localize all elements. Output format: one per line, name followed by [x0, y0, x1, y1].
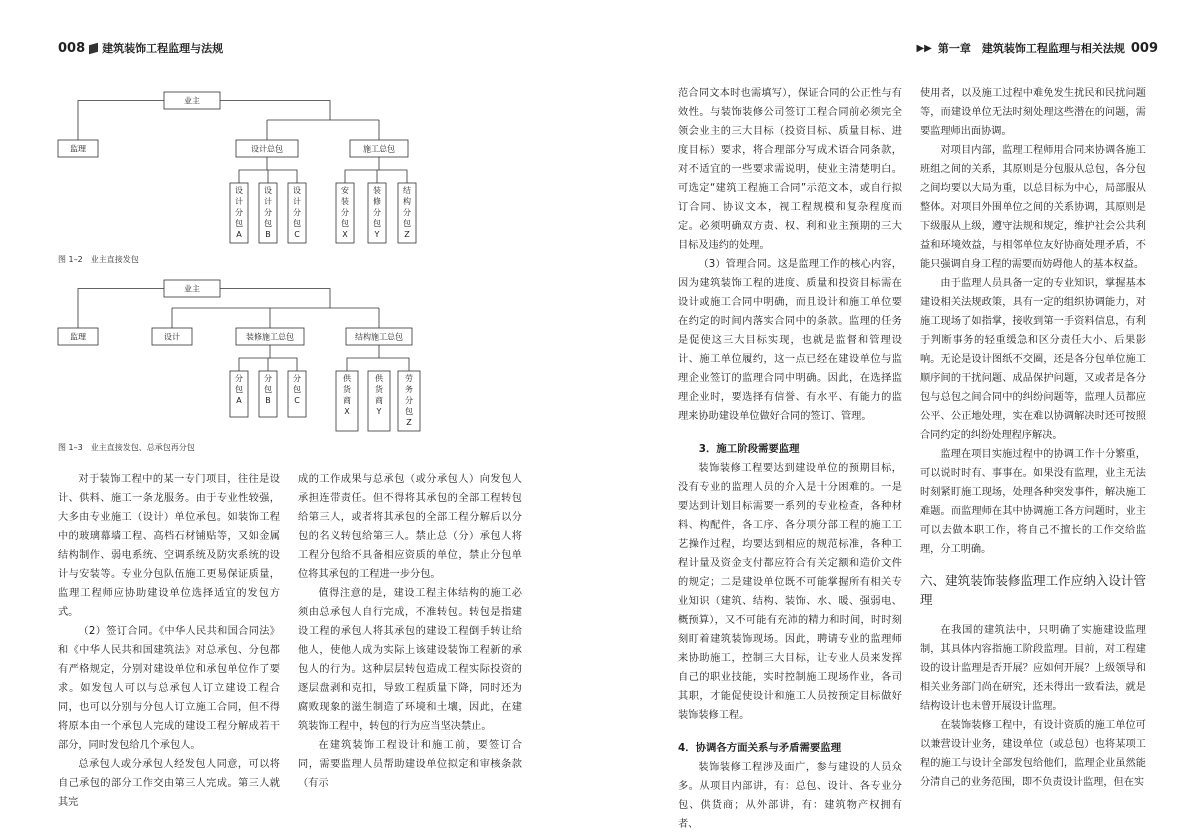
cube-icon: [89, 42, 98, 53]
sub-box-char: 设: [293, 186, 301, 195]
sub-box-char: 供: [343, 374, 351, 383]
sub-box-char: B: [265, 230, 271, 239]
paragraph: 使用者，以及施工过程中难免发生扰民和民扰问题等，而建设单位无法时刻处理这些潜在的问题，需要监理师出面协调。: [920, 88, 1146, 137]
sub-box-char: X: [342, 230, 348, 239]
sub-box-char: Z: [404, 230, 410, 239]
section-heading-3: 3．施工阶段需要监理: [698, 443, 800, 455]
paragraph: （3）管理合同。这是监理工作的核心内容，因为建筑装饰工程的进度、质量和投资目标需在设计或施工合同中明确，而且设计和施工单位要在约定的时间内落实合同中的条款。监理的任务是促使这三大目标实现，也就是监督和管理设计、施工单位履约，这一点已经在建设单位与监理企业签订的监理合同中明确。因此，在选择监理企业时，要选择有信誉、有水平、有能力的监理来协助建设单位做好合同的签订、管理。: [678, 259, 902, 422]
paragraph: 监理在项目实施过程中的协调工作十分繁重，可以说时时有、事事在。如果没有监理，业主无法时刻紧盯施工现场，处理各种突发事件，解决施工难题。而监理师在其中协调施工各方问题时，业主可以去做本职工作，将自己不擅长的工作交给监理，分工明确。: [920, 449, 1146, 555]
sub-box-char: 包: [405, 407, 413, 416]
paragraph: 在我国的建筑法中，只明确了实施建设监理制，其具体内容指施工阶段监理。目前，对工程建设的设计监理是否开展？应如何开展？上级领导和相关业务部门尚在研究，还未得出一致看法，就是结构设计也未曾开展设计监理。: [920, 625, 1146, 712]
right-column-2: [920, 84, 1146, 792]
sub-box-char: 计: [293, 197, 301, 206]
left-header: [58, 40, 223, 56]
section-heading-6: 六、建筑装饰装修监理工作应纳入设计管理: [920, 573, 1146, 607]
left-column-1: [58, 470, 280, 812]
paragraph: 在建筑装饰工程设计和施工前，要签订合同，需要监理人员帮助建设单位拟定和审核条款（有示: [298, 740, 522, 789]
sub-box-char: 货: [375, 385, 383, 394]
fig3-box-label: 监理: [70, 332, 86, 342]
sub-box-char: 包: [293, 219, 301, 228]
fig3-owner-label: 业主: [184, 284, 200, 294]
left-page-number: 008: [58, 40, 86, 56]
sub-box-char: Z: [406, 418, 412, 427]
sub-box-char: 包: [235, 219, 243, 228]
sub-box-char: C: [294, 396, 300, 405]
paragraph: 对项目内部，监理工程师用合同来协调各施工班组之间的关系，其原则是分包服从总包，各分包之间均要以大局为重，以总目标为中心，局部服从整体。对项目外围单位之间的关系协调，其原则是下级服从上级，遵守法规和规定，维护社会公共利益和环境效益，与相邻单位友好协商处理矛盾，不能只强调自身工程的需要而妨碍他人的基本权益。: [920, 145, 1146, 270]
right-column-1: [678, 84, 902, 834]
figure-1-2-caption: 图 1–2 业主直接发包: [58, 255, 139, 264]
sub-box-char: 包: [264, 219, 272, 228]
sub-box-char: 分: [235, 374, 243, 383]
sub-box-char: 包: [403, 219, 411, 228]
sub-box-char: 货: [343, 385, 351, 394]
fig3-box-label: 设计: [164, 332, 180, 342]
sub-box-char: 计: [235, 197, 243, 206]
sub-box-char: 务: [405, 385, 413, 394]
paragraph: 值得注意的是，建设工程主体结构的施工必须由总承包人自行完成，不准转包。转包是指建设工程的承包人将其承包的建设工程倒手转让给他人，使他人成为实际上该建设装饰工程新的承包人的行为。这种层层转包造成工程实际投资的逐层盘剥和克扣，导致工程质量下降，同时还为腐败现象的滋生制造了环境和土壤，因此，在建筑装饰工程中，转包的行为应当坚决禁止。: [298, 588, 522, 732]
paragraph: 装饰装修工程要达到建设单位的预期目标，没有专业的监理人员的介入是十分困难的。一是要达到计划目标需要一系列的专业检查，各种材料、构配件，各工序、各分项分部工程的施工工艺操作过程，均要达到相应的规范标准，各种工程计量及资金支付都应符合有关定额和造价文件的规定；二是建设单位既不可能掌握所有相关专业知识（建筑、结构、装饰、水、暖、强弱电、概预算），又不可能有充沛的精力和时间，时时刻刻盯着建筑装饰现场。因此，聘请专业的监理师来协助施工，控制三大目标，让专业人员来发挥自己的职业技能，实时控制施工现场作业，各司其职，才能促使设计和施工人员按预定目标做好装饰装修工程。: [678, 463, 902, 721]
section-heading-4: 4．协调各方面关系与矛盾需要监理: [678, 742, 842, 754]
double-arrow-icon: ▶▶: [916, 42, 932, 54]
sub-box-char: 分: [264, 374, 272, 383]
left-header-title: 建筑装饰工程监理与法规: [102, 42, 224, 55]
paragraph: （2）签订合同。《中华人民共和国合同法》和《中华人民共和国建筑法》对总承包、分包都有严格规定，分别对建设单位和承包单位作了要求。如发包人可以与总承包人订立建设工程合同，也可以分别与分包人订立施工合同，但不得将原本由一个承包人完成的建设工程分解成若干部分，同时发包给几个承包人。: [58, 626, 280, 751]
sub-box-char: 分: [235, 208, 243, 217]
sub-box-char: 修: [373, 197, 381, 206]
fig2-owner-label: 业主: [184, 96, 200, 106]
sub-box-char: 分: [293, 208, 301, 217]
sub-box-char: 供: [375, 374, 383, 383]
sub-box-char: Y: [376, 407, 382, 416]
figure-1-3-caption: 图 1–3 业主直接发包、总承包再分包: [58, 443, 195, 452]
sub-box-char: 劳: [405, 374, 413, 383]
paragraph: 对于装饰工程中的某一专门项目，往往是设计、供料、施工一条龙服务。由于专业性较强，大多由专业施工（设计）单位承包。如装饰工程中的玻璃幕墙工程、高档石材铺贴等，又如金属结构制作、弱电系统、空调系统及防灾系统的设计与安装等。专业分包队伍施工更易保证质量，监理工程师应协助建设单位选择适宜的发包方式。: [58, 474, 280, 618]
left-page: [0, 0, 600, 814]
paragraph: 范合同文本时也需填写），保证合同的公正性与有效性。与装饰装修公司签订工程合同前必须完全领会业主的三大目标（投资目标、质量目标、进度目标）要求，将合理部分写成术语合同条款，对不适宜的一些要求需说明，使业主清楚明白。可选定“建筑工程施工合同”示范文本，或自行拟订合同、协议文本，视工程规模和复杂程度而定。必须明确双方责、权、利和业主预期的三大目标及违约的处理。: [678, 88, 902, 251]
sub-box-char: 包: [341, 219, 349, 228]
sub-box-char: 安: [341, 186, 349, 195]
figure-1-3: [56, 276, 436, 436]
sub-box-char: 装: [373, 186, 381, 195]
sub-box-char: 分: [403, 208, 411, 217]
sub-box-char: 计: [264, 197, 272, 206]
fig3-box-label: 结构施工总包: [355, 332, 403, 342]
paragraph: 成的工作成果与总承包（或分承包人）向发包人承担连带责任。但不得将其承包的全部工程转包给第三人，或者将其承包的全部工程分解后以分包的名义转包给第三人。禁止总（分）承包人将工程分包给不具备相应资质的单位，禁止分包单位将其承包的工程进一步分包。: [298, 474, 522, 580]
sub-box-char: 包: [235, 385, 243, 394]
sub-box-char: 构: [403, 197, 411, 206]
sub-box-char: A: [236, 230, 242, 239]
sub-box-char: 商: [375, 396, 383, 405]
right-page-number: 009: [1130, 40, 1158, 56]
figure-1-2: [56, 88, 436, 248]
sub-box-char: 分: [264, 208, 272, 217]
sub-box-char: 分: [405, 396, 413, 405]
fig2-box-label: 施工总包: [363, 144, 395, 154]
paragraph: 在装饰装修工程中，有设计资质的施工单位可以兼营设计业务，建设单位（或总包）也将某项工程的施工与设计全部发包给他们，监理企业虽然能分清自己的业务范围，即不负责设计监理，但在实: [920, 720, 1146, 788]
sub-box-char: B: [265, 396, 271, 405]
sub-box-char: 包: [373, 219, 381, 228]
fig2-box-label: 监理: [70, 144, 86, 154]
paragraph: 由于监理人员具备一定的专业知识，掌握基本建设相关法规政策，具有一定的组织协调能力，对施工现场了如指掌，接收到第一手资料信息，有利于判断事务的轻重缓急和区分责任大小、后果影响。无论是设计图纸不交圈，还是各分包单位施工顺序间的干扰问题、成品保护问题，又或者是各分包与总包之间合同中的纠纷问题等，监理人员都应公平、公正地处理，实在难以协调解决时还可按照合同约定的纠纷处理程序解决。: [920, 278, 1146, 441]
right-header-chapter: 第一章 建筑装饰工程监理与相关法规: [937, 42, 1125, 55]
sub-box-char: X: [344, 407, 350, 416]
sub-box-char: 结: [403, 186, 411, 195]
right-page: [600, 0, 1200, 830]
paragraph: 装饰装修工程涉及面广，参与建设的人员众多。从项目内部讲，有：总包、设计、各专业分包、供货商；从外部讲，有：建筑物产权拥有者、: [678, 762, 902, 830]
sub-box-char: C: [294, 230, 300, 239]
right-header: [916, 40, 1158, 56]
fig3-box-label: 装修施工总包: [246, 332, 294, 342]
paragraph: 总承包人或分承包人经发包人同意，可以将自己承包的部分工作交由第三人完成。第三人就其完: [58, 759, 280, 808]
left-column-2: [298, 470, 522, 793]
sub-box-char: 分: [293, 374, 301, 383]
sub-box-char: 商: [343, 396, 351, 405]
sub-box-char: 包: [293, 385, 301, 394]
sub-box-char: 装: [341, 197, 349, 206]
sub-box-char: 分: [341, 208, 349, 217]
sub-box-char: A: [236, 396, 242, 405]
sub-box-char: 设: [235, 186, 243, 195]
sub-box-char: 包: [264, 385, 272, 394]
fig2-box-label: 设计总包: [251, 144, 283, 154]
sub-box-char: 设: [264, 186, 272, 195]
sub-box-char: Y: [374, 230, 380, 239]
sub-box-char: 分: [373, 208, 381, 217]
